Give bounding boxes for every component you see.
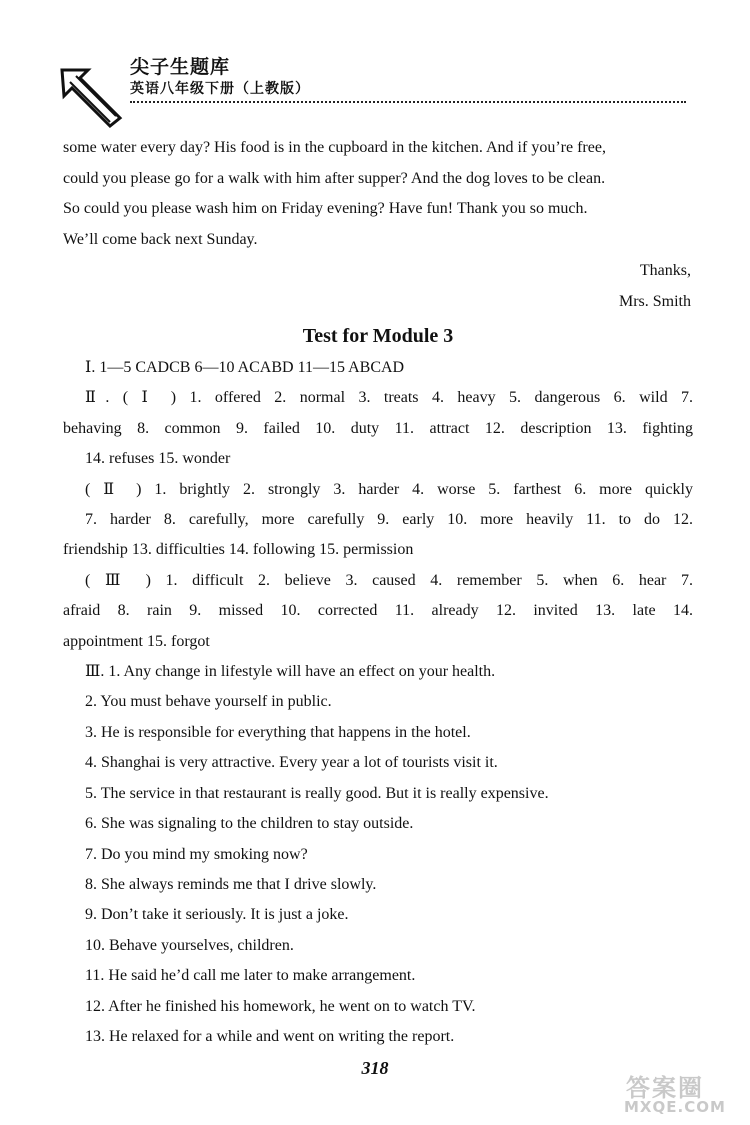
section2-part1-line: 14. refuses 15. wonder [85, 450, 231, 468]
letter-line: some water every day? His food is in the cupboard in the kitchen. And if you’re free, [63, 139, 606, 156]
section2-part3-line: afraid 8. rain 9. missed 10. corrected 11. already 12. invited 13. late 14. [63, 602, 693, 620]
section3-sentence: 9. Don’t take it seriously. It is just a joke. [85, 906, 349, 924]
book-title: 英语八年级下册（上教版） [130, 81, 310, 97]
header-divider [130, 101, 686, 103]
page-header [58, 46, 688, 126]
section3-sentence: 3. He is responsible for everything that happens in the hotel. [85, 723, 471, 741]
section3-sentence: 6. She was signaling to the children to stay outside. [85, 815, 414, 833]
watermark-top-text: 答案圈 [626, 1074, 704, 1102]
page-number: 318 [361, 1058, 389, 1078]
section3-sentence: 7. Do you mind my smoking now? [85, 845, 308, 863]
section2-part1-line: behaving 8. common 9. failed 10. duty 11. attract 12. description 13. fighting [63, 419, 693, 437]
letter-closing: Thanks, [639, 262, 691, 279]
letter-paragraph [63, 133, 693, 255]
watermark-logo [620, 1068, 740, 1118]
section2-part3-line: appointment 15. forgot [63, 632, 210, 650]
watermark-bottom-text: MXQE.COM [624, 1098, 726, 1116]
section2-part2-line: ( Ⅱ ) 1. brightly 2. strongly 3. harder 4. worse 5. farthest 6. more quickly [85, 480, 693, 498]
section3-sentence: Ⅲ. 1. Any change in lifestyle will have an effect on your health. [85, 663, 496, 681]
section3-sentence: 4. Shanghai is very attractive. Every year a lot of tourists visit it. [85, 754, 498, 772]
series-title: 尖子生题库 [130, 56, 231, 78]
section3-sentence: 11. He said he’d call me later to make arrangement. [85, 967, 416, 985]
section2-part1-line: Ⅱ. ( Ⅰ ) 1. offered 2. normal 3. treats 4. heavy 5. dangerous 6. wild 7. [85, 389, 693, 407]
letter-line: We’ll come back next Sunday. [63, 230, 258, 248]
test-title: Test for Module 3 [302, 325, 454, 347]
section2-part2-line: 7. harder 8. carefully, more carefully 9. early 10. more heavily 11. to do 12. [85, 511, 693, 529]
section3-sentence: 2. You must behave yourself in public. [85, 693, 332, 711]
letter-signature: Mrs. Smith [618, 293, 691, 310]
section2-part2-line: friendship 13. difficulties 14. following 15. permission [63, 541, 414, 559]
letter-line: could you please go for a walk with him after supper? And the dog loves to be clean. [63, 169, 606, 187]
section1-answers: Ⅰ. 1—5 CADCB 6—10 ACABD 11—15 ABCAD [85, 359, 405, 376]
page-body [63, 133, 693, 1052]
section3-sentence: 8. She always reminds me that I drive slowly. [85, 875, 377, 893]
arrow-logo-icon [58, 62, 124, 128]
section3-sentence: 5. The service in that restaurant is really good. But it is really expensive. [85, 784, 549, 802]
section2-part3-line: ( Ⅲ ) 1. difficult 2. believe 3. caused 4. remember 5. when 6. hear 7. [85, 571, 693, 589]
section3-sentence: 13. He relaxed for a while and went on writing the report. [85, 1027, 455, 1045]
section3-sentence: 12. After he finished his homework, he went on to watch TV. [85, 997, 476, 1015]
letter-line: So could you please wash him on Friday evening? Have fun! Thank you so much. [63, 200, 588, 217]
section3-sentence: 10. Behave yourselves, children. [85, 936, 294, 954]
